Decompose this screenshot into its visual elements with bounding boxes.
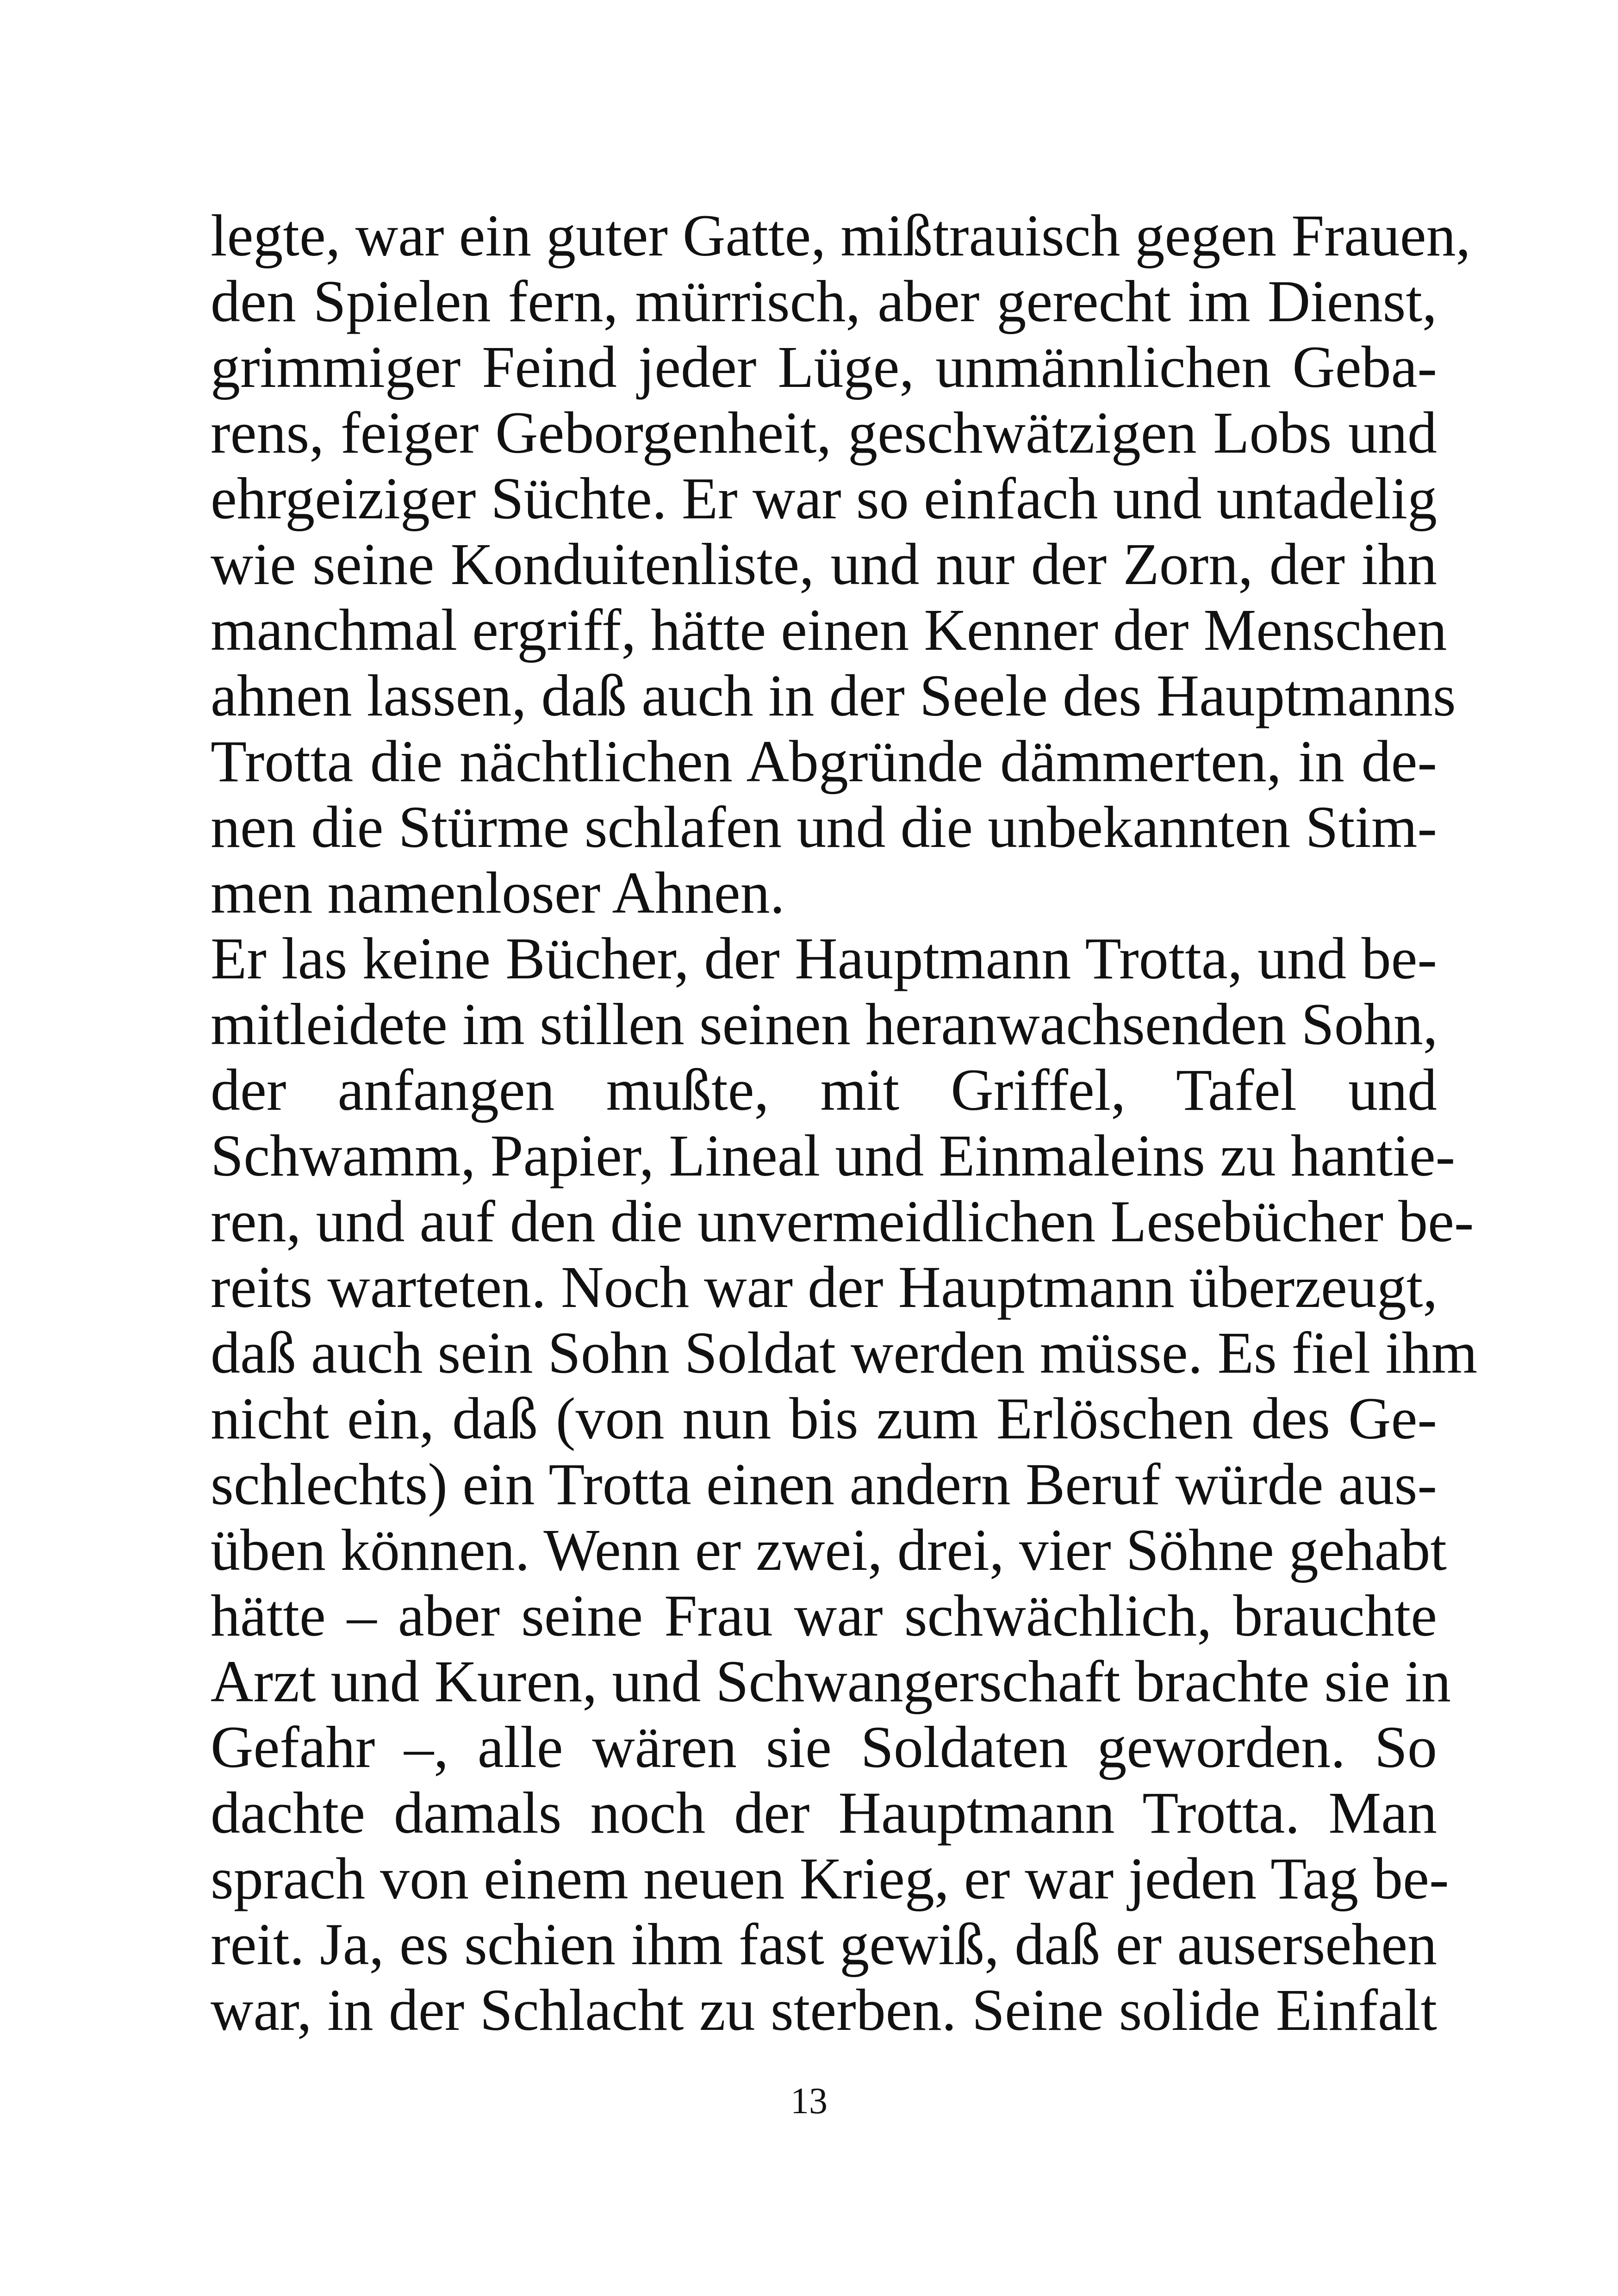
text-line: den Spielen fern, mürrisch, aber gerecht im Dienst, bbox=[211, 268, 1437, 334]
text-line: schlechts) ein Trotta einen andern Beruf würde aus- bbox=[211, 1451, 1437, 1517]
text-line: nicht ein, daß (von nun bis zum Erlöschen des Ge- bbox=[211, 1386, 1437, 1451]
page-number: 13 bbox=[790, 2081, 828, 2122]
text-line: Trotta die nächtlichen Abgründe dämmerten, in de- bbox=[211, 728, 1437, 794]
text-line: Gefahr –, alle wären sie Soldaten geworden. So bbox=[211, 1714, 1437, 1780]
text-line: sprach von einem neuen Krieg, er war jeden Tag be- bbox=[211, 1846, 1449, 1911]
text-line: hätte – aber seine Frau war schwächlich, brauchte bbox=[211, 1583, 1437, 1649]
text-line: manchmal ergriff, hätte einen Kenner der Menschen bbox=[211, 597, 1447, 663]
text-line: legte, war ein guter Gatte, mißtrauisch gegen Frauen, bbox=[211, 203, 1471, 268]
text-line: dachte damals noch der Hauptmann Trotta. Man bbox=[211, 1780, 1437, 1846]
text-line: grimmiger Feind jeder Lüge, unmännlichen Geba- bbox=[211, 334, 1437, 400]
body-text bbox=[211, 203, 1478, 2043]
text-line: Er las keine Bücher, der Hauptmann Trotta, und be- bbox=[211, 926, 1437, 991]
text-line: war, in der Schlacht zu sterben. Seine solide Einfalt bbox=[211, 1977, 1437, 2043]
text-line: üben können. Wenn er zwei, drei, vier Söhne gehabt bbox=[211, 1517, 1447, 1583]
text-line: reits warteten. Noch war der Hauptmann überzeugt, bbox=[211, 1254, 1438, 1320]
text-line: ahnen lassen, daß auch in der Seele des Hauptmanns bbox=[211, 663, 1456, 728]
text-line: mitleidete im stillen seinen heranwachsenden Sohn, bbox=[211, 991, 1438, 1057]
paragraph-end-line: men namenloser Ahnen. bbox=[211, 860, 785, 926]
text-line: Arzt und Kuren, und Schwangerschaft brachte sie in bbox=[211, 1649, 1451, 1714]
text-line: reit. Ja, es schien ihm fast gewiß, daß er ausersehen bbox=[211, 1911, 1437, 1977]
text-line: ehrgeiziger Süchte. Er war so einfach und untadelig bbox=[211, 466, 1437, 531]
text-line: Schwamm, Papier, Lineal und Einmaleins zu hantie- bbox=[211, 1123, 1456, 1188]
text-line: rens, feiger Geborgenheit, geschwätzigen Lobs und bbox=[211, 400, 1437, 466]
text-line: wie seine Konduitenliste, und nur der Zorn, der ihn bbox=[211, 531, 1437, 597]
text-line: daß auch sein Sohn Soldat werden müsse. Es fiel ihm bbox=[211, 1320, 1478, 1386]
text-line: ren, und auf den die unvermeidlichen Lesebücher be- bbox=[211, 1188, 1474, 1254]
text-line: nen die Stürme schlafen und die unbekannten Stim- bbox=[211, 794, 1437, 860]
text-line: der anfangen mußte, mit Griffel, Tafel und bbox=[211, 1057, 1437, 1123]
